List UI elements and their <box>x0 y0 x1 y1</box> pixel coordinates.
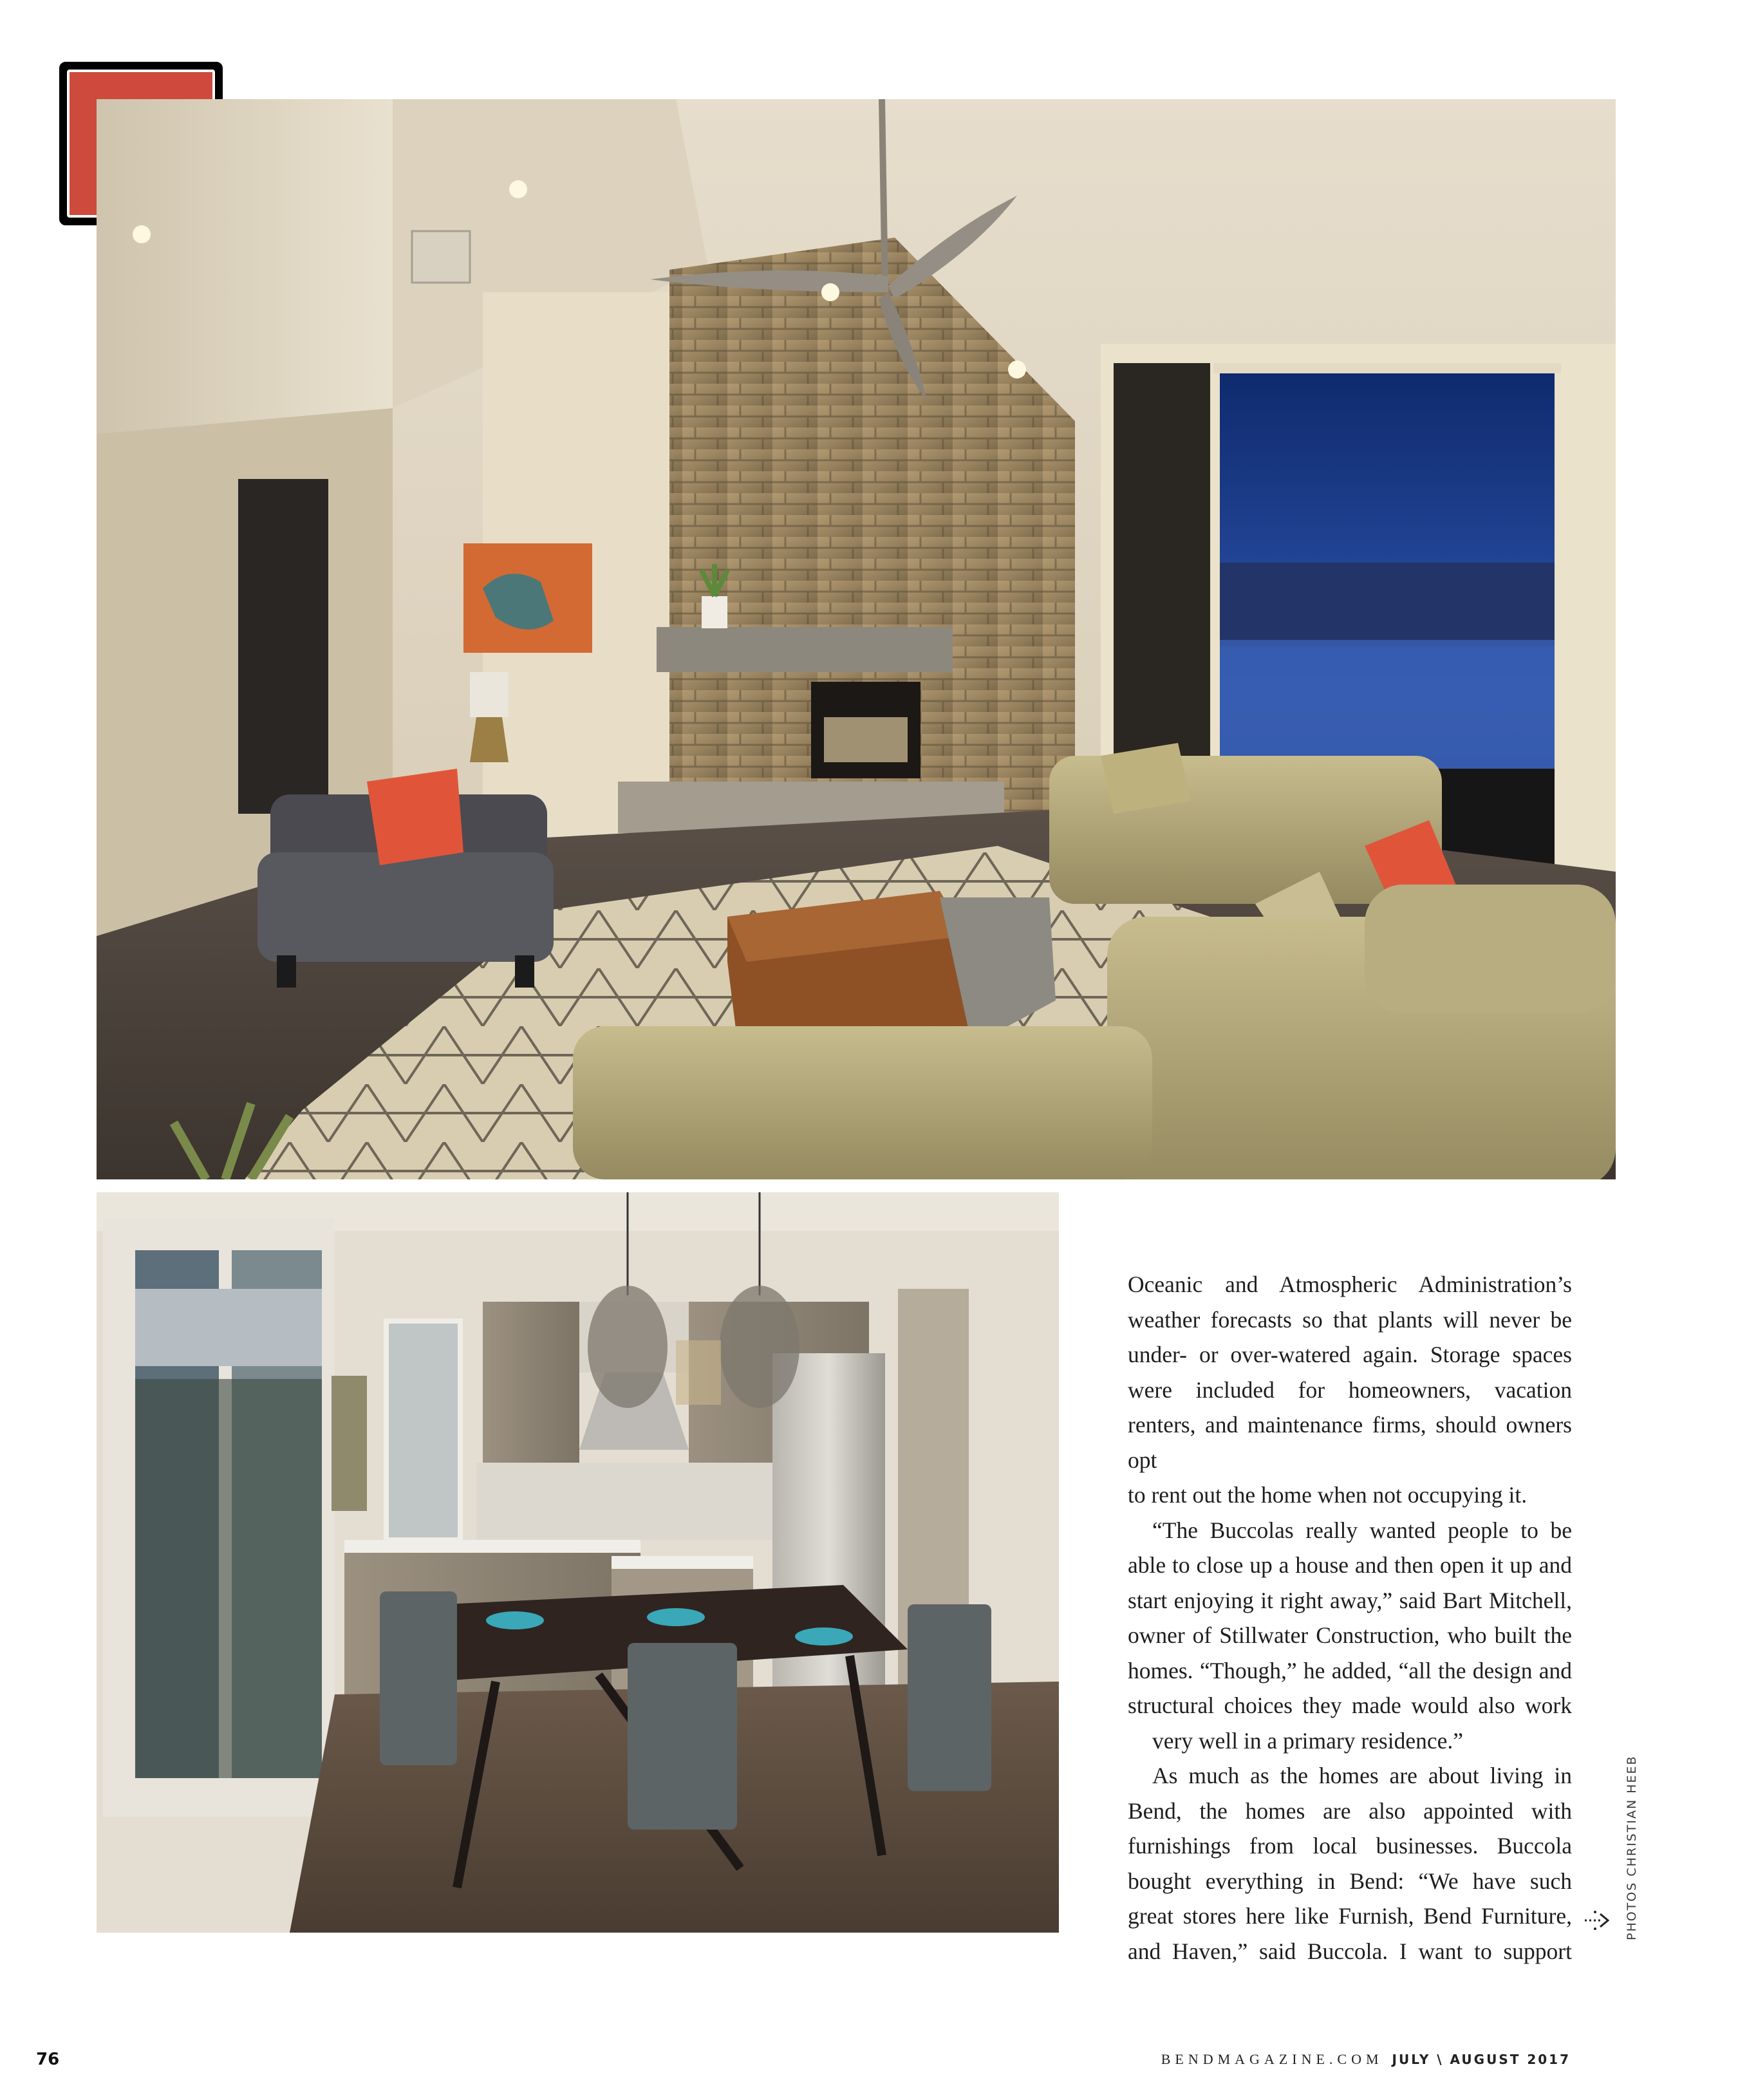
magazine-site: BENDMAGAZINE.COM <box>1161 2051 1383 2067</box>
living-room-photo <box>97 99 1616 1179</box>
text-line: furnishings from local businesses. Buccola <box>1128 1833 1572 1859</box>
text-line: were included for homeowners, vacation renters, <box>1128 1376 1572 1438</box>
text-line: owner of Stillwater Construction, who built the <box>1128 1622 1572 1648</box>
text-line: to rent out the home when not occupying it. <box>1128 1482 1528 1508</box>
text-line: homes. “Though,” he added, “all the design and <box>1128 1657 1572 1683</box>
text-line: As much as the homes are about living <box>1152 1763 1555 1788</box>
article-body <box>1128 1267 1572 1969</box>
text-line: start enjoying it right away,” said Bart Mitchell, <box>1128 1587 1572 1613</box>
text-line: bought everything in Bend: “We have such <box>1128 1868 1572 1894</box>
text-line: and Haven,” said Buccola. I want to support <box>1128 1938 1572 1964</box>
article-paragraph <box>1128 1513 1572 1759</box>
text-line: able to close up a house and then open it up and <box>1128 1552 1572 1578</box>
issue-date: JULY \ AUGUST 2017 <box>1392 2052 1571 2067</box>
text-line: weather forecasts so that plants will never be <box>1128 1306 1572 1333</box>
kitchen-dining-photo <box>97 1192 1059 1933</box>
living-room-illustration <box>97 99 1616 1179</box>
arrow-right-icon <box>1582 1906 1612 1935</box>
folio <box>1161 2051 1571 2068</box>
text-line: Oceanic and Atmospheric Administration’s <box>1128 1271 1572 1297</box>
text-line: structural choices they made would also work <box>1128 1692 1572 1718</box>
text-line: very well in a primary residence.” <box>1152 1727 1463 1754</box>
kitchen-illustration <box>97 1192 1059 1933</box>
article-paragraph <box>1128 1758 1572 1969</box>
page-number: 76 <box>36 2050 60 2069</box>
text-line: “The Buccolas really wanted people to be <box>1152 1517 1572 1543</box>
text-line: great stores here like Furnish, Bend Furniture, <box>1128 1903 1572 1929</box>
text-line: in Bend, the homes are also appointed with <box>1128 1763 1572 1824</box>
photo-credit: PHOTOS CHRISTIAN HEEB <box>1625 1755 1639 1940</box>
text-line: and maintenance firms, should owners opt <box>1128 1412 1572 1473</box>
text-line: under- or over-watered again. Storage spaces <box>1128 1342 1572 1367</box>
article-paragraph <box>1128 1267 1572 1513</box>
